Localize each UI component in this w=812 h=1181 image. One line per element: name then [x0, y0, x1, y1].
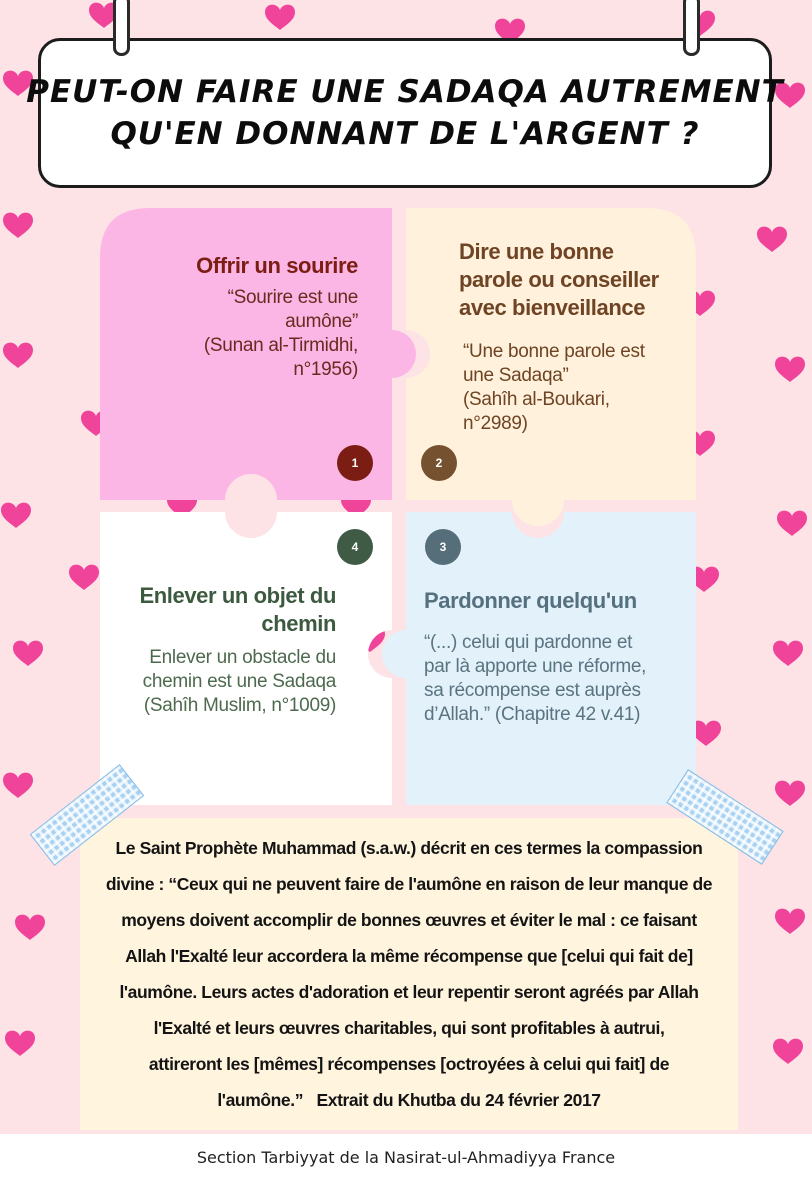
- piece-4-body-line: (Sahîh Muslim, n°1009): [143, 695, 336, 716]
- piece-3-text: [424, 587, 690, 727]
- piece-2-body-line: une Sadaqa”: [463, 365, 569, 386]
- piece-1-body-line: (Sunan al-Tirmidhi,: [203, 335, 358, 356]
- piece-1-body-line: “Sourire est une: [227, 287, 358, 308]
- hanging-ring-left: [113, 0, 130, 56]
- piece-2-body-line: (Sahîh al-Boukari,: [463, 389, 610, 410]
- piece-1-body-line: aumône”: [285, 311, 358, 332]
- piece-2-number-badge: 2: [421, 445, 457, 481]
- piece-1-body-line: n°1956): [293, 359, 358, 380]
- piece-3-body-line: sa récompense est auprès: [424, 680, 641, 701]
- piece-3-body-line: par là apporte une réforme,: [424, 656, 647, 677]
- piece-2-title-line: parole ou conseiller: [459, 267, 659, 292]
- piece-1-text: [112, 252, 358, 382]
- piece-3-body-line: d’Allah.” (Chapitre 42 v.41): [424, 704, 641, 725]
- quote-line: l'Exalté et leurs œuvres charitables, qui sont profitables à autrui,: [153, 1018, 665, 1038]
- hanging-ring-right: [683, 0, 700, 56]
- title-line-2: QU'EN DONNANT DE L'ARGENT ?: [110, 116, 700, 152]
- piece-1-title: Offrir un sourire: [196, 253, 358, 278]
- quote-line: moyens doivent accomplir de bonnes œuvres et éviter le mal : ce faisant: [121, 910, 697, 930]
- piece-4-body-line: chemin est une Sadaqa: [142, 671, 336, 692]
- quote-line: l'aumône. Leurs actes d'adoration et leur repentir seront agréés par Allah: [119, 982, 699, 1002]
- piece-4-text: [112, 582, 336, 718]
- quote-note: [80, 818, 738, 1130]
- piece-3-body-line: “(...) celui qui pardonne et: [424, 632, 633, 653]
- piece-2-text: [459, 238, 684, 322]
- piece-4-body-line: Enlever un obstacle du: [149, 647, 336, 668]
- piece-4-number-badge: 4: [337, 529, 373, 565]
- piece-2-title-line: Dire une bonne: [459, 239, 614, 264]
- quote-line: Le Saint Prophète Muhammad (s.a.w.) décrit en ces termes la compassion: [115, 838, 703, 858]
- piece-2-title-line: avec bienveillance: [459, 295, 646, 320]
- quote-line: l'aumône.” Extrait du Khutba du 24 février 2017: [217, 1090, 601, 1110]
- piece-3-title: Pardonner quelqu'un: [424, 588, 637, 613]
- piece-2-body: [463, 340, 688, 436]
- piece-2-body-line: n°2989): [463, 413, 528, 434]
- title-line-1: PEUT-ON FAIRE UNE SADAQA AUTREMENT: [26, 74, 784, 110]
- piece-3-number-badge: 3: [425, 529, 461, 565]
- piece-4-title-line: Enlever un objet du: [139, 583, 336, 608]
- quote-text: [94, 830, 724, 1118]
- title-banner: [26, 38, 784, 188]
- footer-credit: Section Tarbiyyat de la Nasirat-ul-Ahmadiyya France: [0, 1134, 812, 1181]
- quote-line: Allah l'Exalté leur accordera la même récompense que [celui qui fait de]: [125, 946, 693, 966]
- quote-line: divine : “Ceux qui ne peuvent faire de l'aumône en raison de leur manque de: [105, 874, 713, 894]
- piece-4-title-line: chemin: [261, 611, 336, 636]
- piece-1-number-badge: 1: [337, 445, 373, 481]
- piece-2-body-line: “Une bonne parole est: [463, 341, 645, 362]
- quote-line: attireront les [mêmes] récompenses [octroyées à celui qui fait] de: [148, 1054, 670, 1074]
